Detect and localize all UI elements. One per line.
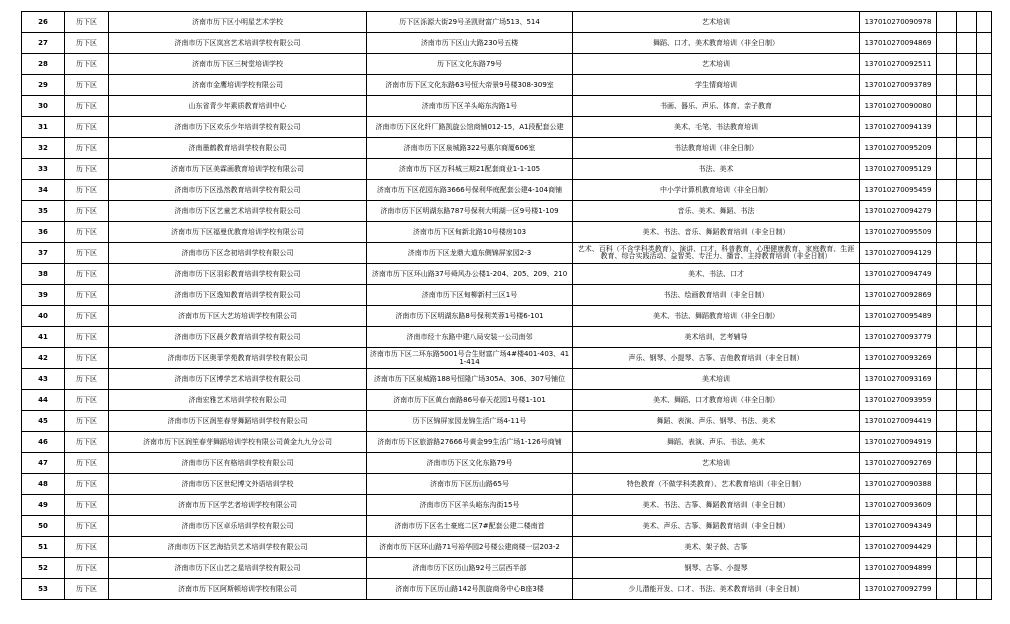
license-number-cell: 137010270093779 [860,327,937,348]
school-name-cell: 济南市历下区欢乐少年培训学校有限公司 [109,117,367,138]
district-cell: 历下区 [65,579,109,600]
address-cell: 济南市历下区羊头峪东沟路1号 [367,96,573,117]
empty-cell [957,495,977,516]
empty-cell [957,12,977,33]
empty-cell [957,75,977,96]
row-number: 45 [22,411,65,432]
district-cell: 历下区 [65,222,109,243]
empty-cell [977,75,992,96]
row-number: 30 [22,96,65,117]
empty-cell [957,348,977,369]
empty-cell [937,180,957,201]
district-cell: 历下区 [65,495,109,516]
empty-cell [937,558,957,579]
empty-cell [977,558,992,579]
address-cell: 济南市历下区文化东路63号恒大帝景9号楼308-309室 [367,75,573,96]
table-row [22,75,992,96]
address-cell: 济南市历下区旅游路27666号黄金99生活广场1-126号商铺 [367,432,573,453]
school-name-cell: 济南市历下区有格培训学校有限公司 [109,453,367,474]
training-scope-cell: 少儿潜能开发、口才、书法、美术教育培训（非全日制） [573,579,860,600]
empty-cell [957,54,977,75]
table-row [22,579,992,600]
empty-cell [977,516,992,537]
empty-cell [957,537,977,558]
district-cell: 历下区 [65,180,109,201]
row-number: 27 [22,33,65,54]
empty-cell [977,264,992,285]
empty-cell [977,117,992,138]
training-scope-cell: 舞蹈、口才、美术教育培训（非全日制） [573,33,860,54]
district-cell: 历下区 [65,453,109,474]
address-cell: 济南市经十东路中建八局安装一公司南邻 [367,327,573,348]
row-number: 46 [22,432,65,453]
table-row [22,201,992,222]
address-cell: 济南市历下区泉城路188号恒隆广场305A、306、307号铺位 [367,369,573,390]
license-number-cell: 137010270093269 [860,348,937,369]
district-cell: 历下区 [65,369,109,390]
district-cell: 历下区 [65,306,109,327]
address-cell: 济南市历下区山大路230号五楼 [367,33,573,54]
training-scope-cell: 艺术培训 [573,12,860,33]
empty-cell [937,96,957,117]
empty-cell [937,264,957,285]
address-cell: 济南市历下区泉城路322号惠尔商厦606室 [367,138,573,159]
training-scope-cell: 舞蹈、表演、声乐、钢琴、书法、美术 [573,411,860,432]
school-name-cell: 济南市历下区美霖画教育培训学校有限公司 [109,159,367,180]
district-cell: 历下区 [65,243,109,264]
training-scope-cell: 美术、舞蹈、口才教育培训（非全日制） [573,390,860,411]
license-number-cell: 137010270095209 [860,138,937,159]
row-number: 44 [22,390,65,411]
license-number-cell: 137010270095489 [860,306,937,327]
district-cell: 历下区 [65,516,109,537]
license-number-cell: 137010270094919 [860,432,937,453]
address-cell: 历下区锦屏家园龙锦生活广场4-11号 [367,411,573,432]
district-cell: 历下区 [65,432,109,453]
empty-cell [957,327,977,348]
school-name-cell: 济南市历下区三树堂培训学校 [109,54,367,75]
row-number: 49 [22,495,65,516]
empty-cell [937,516,957,537]
empty-cell [937,432,957,453]
training-scope-cell: 美术、书法、古筝、舞蹈教育培训（非全日制） [573,495,860,516]
empty-cell [957,285,977,306]
empty-cell [977,495,992,516]
table-row [22,369,992,390]
empty-cell [937,285,957,306]
district-cell: 历下区 [65,537,109,558]
table-row [22,264,992,285]
empty-cell [957,474,977,495]
empty-cell [957,243,977,264]
table-row [22,138,992,159]
empty-cell [957,180,977,201]
training-scope-cell: 美术、毛笔、书法教育培训 [573,117,860,138]
table-row [22,285,992,306]
license-number-cell: 137010270093959 [860,390,937,411]
training-scope-cell: 美术、书法、口才 [573,264,860,285]
license-number-cell: 137010270094869 [860,33,937,54]
training-scope-cell: 声乐、钢琴、小提琴、古筝、吉他教育培训（非全日制） [573,348,860,369]
empty-cell [937,495,957,516]
school-name-cell: 济南市历下区学艺者培训学校有限公司 [109,495,367,516]
empty-cell [937,117,957,138]
school-name-cell: 济南宏雅艺术培训学校有限公司 [109,390,367,411]
license-number-cell: 137010270093169 [860,369,937,390]
license-number-cell: 137010270092511 [860,54,937,75]
address-cell: 济南市历下区历山路65号 [367,474,573,495]
empty-cell [977,243,992,264]
training-scope-cell: 艺术培训 [573,453,860,474]
school-name-cell: 济南市历下区泓然教育培训学校有限公司 [109,180,367,201]
row-number: 36 [22,222,65,243]
empty-cell [957,579,977,600]
district-cell: 历下区 [65,33,109,54]
table-row [22,243,992,264]
empty-cell [977,369,992,390]
training-scope-cell: 美术培训，艺考辅导 [573,327,860,348]
empty-cell [937,411,957,432]
school-name-cell: 济南市金鹰培训学校有限公司 [109,75,367,96]
empty-cell [977,474,992,495]
empty-cell [937,327,957,348]
empty-cell [977,390,992,411]
empty-cell [937,243,957,264]
license-number-cell: 137010270094429 [860,537,937,558]
district-cell: 历下区 [65,285,109,306]
district-cell: 历下区 [65,159,109,180]
training-scope-cell: 书法、美术 [573,159,860,180]
license-number-cell: 137010270095459 [860,180,937,201]
empty-cell [957,33,977,54]
address-cell: 济南市历下区历山路92号三层西半部 [367,558,573,579]
row-number: 32 [22,138,65,159]
row-number: 26 [22,12,65,33]
table-row [22,222,992,243]
empty-cell [957,558,977,579]
school-name-cell: 济南市历下区小明星艺术学校 [109,12,367,33]
training-scope-cell: 艺术培训 [573,54,860,75]
school-name-cell: 济南市历下区艺海拾贝艺术培训学校有限公司 [109,537,367,558]
school-name-cell: 济南市历下区奥菲学苑教育培训学校有限公司 [109,348,367,369]
empty-cell [957,432,977,453]
empty-cell [937,159,957,180]
school-name-cell: 济南市历下区润笙春芽舞蹈培训学校有限公司黄金九九分公司 [109,432,367,453]
table-row [22,516,992,537]
license-number-cell: 137010270093609 [860,495,937,516]
license-number-cell: 137010270092799 [860,579,937,600]
row-number: 40 [22,306,65,327]
address-cell: 济南市历下区历山路142号凯旋商务中心B座3楼 [367,579,573,600]
row-number: 29 [22,75,65,96]
license-number-cell: 137010270094139 [860,117,937,138]
school-name-cell: 济南市历下区阿斯顿培训学校有限公司 [109,579,367,600]
empty-cell [977,453,992,474]
district-cell: 历下区 [65,96,109,117]
empty-cell [957,222,977,243]
address-cell: 济南市历下区文化东路79号 [367,453,573,474]
empty-cell [957,516,977,537]
empty-cell [937,138,957,159]
school-name-cell: 济南市历下区岚宫艺术培训学校有限公司 [109,33,367,54]
empty-cell [937,306,957,327]
school-name-cell: 济南市历下区博学艺术培训学校有限公司 [109,369,367,390]
empty-cell [937,474,957,495]
address-cell: 济南市历下区明湖东路787号保利大明湖一区9号楼1-109 [367,201,573,222]
school-name-cell: 济南市历下区羽彩教育培训学校有限公司 [109,264,367,285]
row-number: 51 [22,537,65,558]
table-row [22,96,992,117]
row-number: 39 [22,285,65,306]
district-cell: 历下区 [65,264,109,285]
address-cell: 济南市历下区化纤厂路凯旋公馆商铺012-15，A1段配套公建 [367,117,573,138]
table-row [22,12,992,33]
table-row [22,537,992,558]
empty-cell [977,306,992,327]
school-name-cell: 济南市历下区卓乐培训学校有限公司 [109,516,367,537]
empty-cell [977,579,992,600]
table-row [22,33,992,54]
table-row [22,159,992,180]
empty-cell [937,453,957,474]
empty-cell [957,201,977,222]
district-cell: 历下区 [65,201,109,222]
empty-cell [937,390,957,411]
table-row [22,432,992,453]
empty-cell [937,222,957,243]
empty-cell [977,96,992,117]
empty-cell [977,12,992,33]
empty-cell [977,33,992,54]
district-cell: 历下区 [65,12,109,33]
school-name-cell: 济南市历下区世纪博文外语培训学校 [109,474,367,495]
training-scope-cell: 美术、声乐、古筝、舞蹈教育培训（非全日制） [573,516,860,537]
school-name-cell: 济南市历下区大艺坊培训学校有限公司 [109,306,367,327]
empty-cell [957,96,977,117]
address-cell: 济南市历下区甸新北路10号楼房103 [367,222,573,243]
license-number-cell: 137010270090978 [860,12,937,33]
empty-cell [957,369,977,390]
row-number: 35 [22,201,65,222]
district-cell: 历下区 [65,348,109,369]
empty-cell [937,33,957,54]
table-row [22,180,992,201]
empty-cell [937,201,957,222]
empty-cell [957,411,977,432]
license-number-cell: 137010270090388 [860,474,937,495]
row-number: 37 [22,243,65,264]
license-number-cell: 137010270095509 [860,222,937,243]
license-number-cell: 137010270094749 [860,264,937,285]
school-name-cell: 济南市历下区念初培训学校有限公司 [109,243,367,264]
empty-cell [977,285,992,306]
address-cell: 济南市历下区花园东路3666号保利华庭配套公建4-104商铺 [367,180,573,201]
address-cell: 济南市历下区龙鼎大道东侧锦屏家园2-3 [367,243,573,264]
school-name-cell: 济南市历下区艺童艺术培训学校有限公司 [109,201,367,222]
empty-cell [957,159,977,180]
empty-cell [977,222,992,243]
school-name-cell: 济南市历下区山艺之星培训学校有限公司 [109,558,367,579]
empty-cell [977,54,992,75]
empty-cell [957,264,977,285]
empty-cell [977,327,992,348]
table-row [22,474,992,495]
row-number: 41 [22,327,65,348]
license-number-cell: 137010270093789 [860,75,937,96]
district-cell: 历下区 [65,558,109,579]
address-cell: 济南市历下区环山路37号舜风办公楼1-204、205、209、210 [367,264,573,285]
table-row [22,54,992,75]
empty-cell [977,411,992,432]
district-cell: 历下区 [65,327,109,348]
row-number: 31 [22,117,65,138]
address-cell: 济南市历下区明湖东路8号保利芙蓉1号楼6-101 [367,306,573,327]
district-cell: 历下区 [65,474,109,495]
school-list-table [21,11,992,600]
school-name-cell: 济南市历下区福曼优教育培训学校有限公司 [109,222,367,243]
empty-cell [957,138,977,159]
training-scope-cell: 书法、绘画教育培训（非全日制） [573,285,860,306]
row-number: 48 [22,474,65,495]
license-number-cell: 137010270095129 [860,159,937,180]
row-number: 52 [22,558,65,579]
table-row [22,453,992,474]
address-cell: 济南市历下区名士豪庭二区7#配套公建二楼南首 [367,516,573,537]
empty-cell [937,12,957,33]
training-scope-cell: 特色教育（不做学科类教育）、艺术教育培训（非全日制） [573,474,860,495]
training-scope-cell: 学生情商培训 [573,75,860,96]
training-scope-cell: 美术、架子鼓、古筝 [573,537,860,558]
empty-cell [937,579,957,600]
address-cell: 济南市历下区二环东路5001号合生财富广场4#楼401-403、411-414 [367,348,573,369]
training-scope-cell: 书画、器乐、声乐、体育、亲子教育 [573,96,860,117]
empty-cell [937,54,957,75]
training-scope-cell: 音乐、美术、舞蹈、书法 [573,201,860,222]
address-cell: 济南市历下区环山路71号裕华园2号楼公建商楼一层203-2 [367,537,573,558]
district-cell: 历下区 [65,390,109,411]
district-cell: 历下区 [65,75,109,96]
row-number: 34 [22,180,65,201]
school-name-cell: 济南市历下区晨夕教育培训学校有限公司 [109,327,367,348]
table-row [22,327,992,348]
empty-cell [977,432,992,453]
empty-cell [957,453,977,474]
table-row [22,558,992,579]
license-number-cell: 137010270092769 [860,453,937,474]
school-name-cell: 济南市历下区逸知教育培训学校有限公司 [109,285,367,306]
license-number-cell: 137010270094349 [860,516,937,537]
training-scope-cell: 艺术、百科（不含学科类教育）、演讲、口才、科普教育、心理健康教育、家庭教育、生涯教育、综合实践活动、益智类、专注力、播音、主持教育培训（非全日制） [573,243,860,264]
district-cell: 历下区 [65,411,109,432]
row-number: 47 [22,453,65,474]
empty-cell [957,117,977,138]
license-number-cell: 137010270094129 [860,243,937,264]
training-scope-cell: 舞蹈、表演、声乐、书法、美术 [573,432,860,453]
empty-cell [977,180,992,201]
address-cell: 济南市历下区甸柳新村三区1号 [367,285,573,306]
empty-cell [957,306,977,327]
license-number-cell: 137010270090080 [860,96,937,117]
row-number: 50 [22,516,65,537]
training-scope-cell: 钢琴、古筝、小提琴 [573,558,860,579]
training-scope-cell: 中小学计算机教育培训（非全日制） [573,180,860,201]
empty-cell [937,369,957,390]
address-cell: 济南市历下区黄台南路86号春天花园1号楼1-101 [367,390,573,411]
school-name-cell: 济南市历下区润笙春芽舞蹈培训学校有限公司 [109,411,367,432]
license-number-cell: 137010270094899 [860,558,937,579]
empty-cell [957,390,977,411]
empty-cell [977,159,992,180]
row-number: 42 [22,348,65,369]
empty-cell [937,75,957,96]
school-name-cell: 山东省青少年素质教育培训中心 [109,96,367,117]
address-cell: 济南市历下区万科城三期21配套商业1-1-105 [367,159,573,180]
school-name-cell: 济南墨鹤教育培训学校有限公司 [109,138,367,159]
table-row [22,495,992,516]
table-row [22,117,992,138]
empty-cell [977,201,992,222]
license-number-cell: 137010270094279 [860,201,937,222]
row-number: 53 [22,579,65,600]
empty-cell [937,348,957,369]
table-row [22,390,992,411]
empty-cell [977,348,992,369]
row-number: 38 [22,264,65,285]
row-number: 33 [22,159,65,180]
training-scope-cell: 美术、书法、舞蹈教育培训（非全日制） [573,306,860,327]
table-row [22,411,992,432]
table-row [22,348,992,369]
license-number-cell: 137010270094419 [860,411,937,432]
training-scope-cell: 美术、书法、音乐、舞蹈教育培训（非全日制） [573,222,860,243]
address-cell: 历下区泺源大街29号圣凯财富广场513、514 [367,12,573,33]
district-cell: 历下区 [65,138,109,159]
address-cell: 济南市历下区羊头峪东沟街15号 [367,495,573,516]
district-cell: 历下区 [65,54,109,75]
training-scope-cell: 美术培训 [573,369,860,390]
empty-cell [977,537,992,558]
table-body [22,12,992,600]
empty-cell [977,138,992,159]
row-number: 43 [22,369,65,390]
training-scope-cell: 书法教育培训（非全日制） [573,138,860,159]
row-number: 28 [22,54,65,75]
table-row [22,306,992,327]
address-cell: 历下区文化东路79号 [367,54,573,75]
license-number-cell: 137010270092869 [860,285,937,306]
empty-cell [937,537,957,558]
district-cell: 历下区 [65,117,109,138]
